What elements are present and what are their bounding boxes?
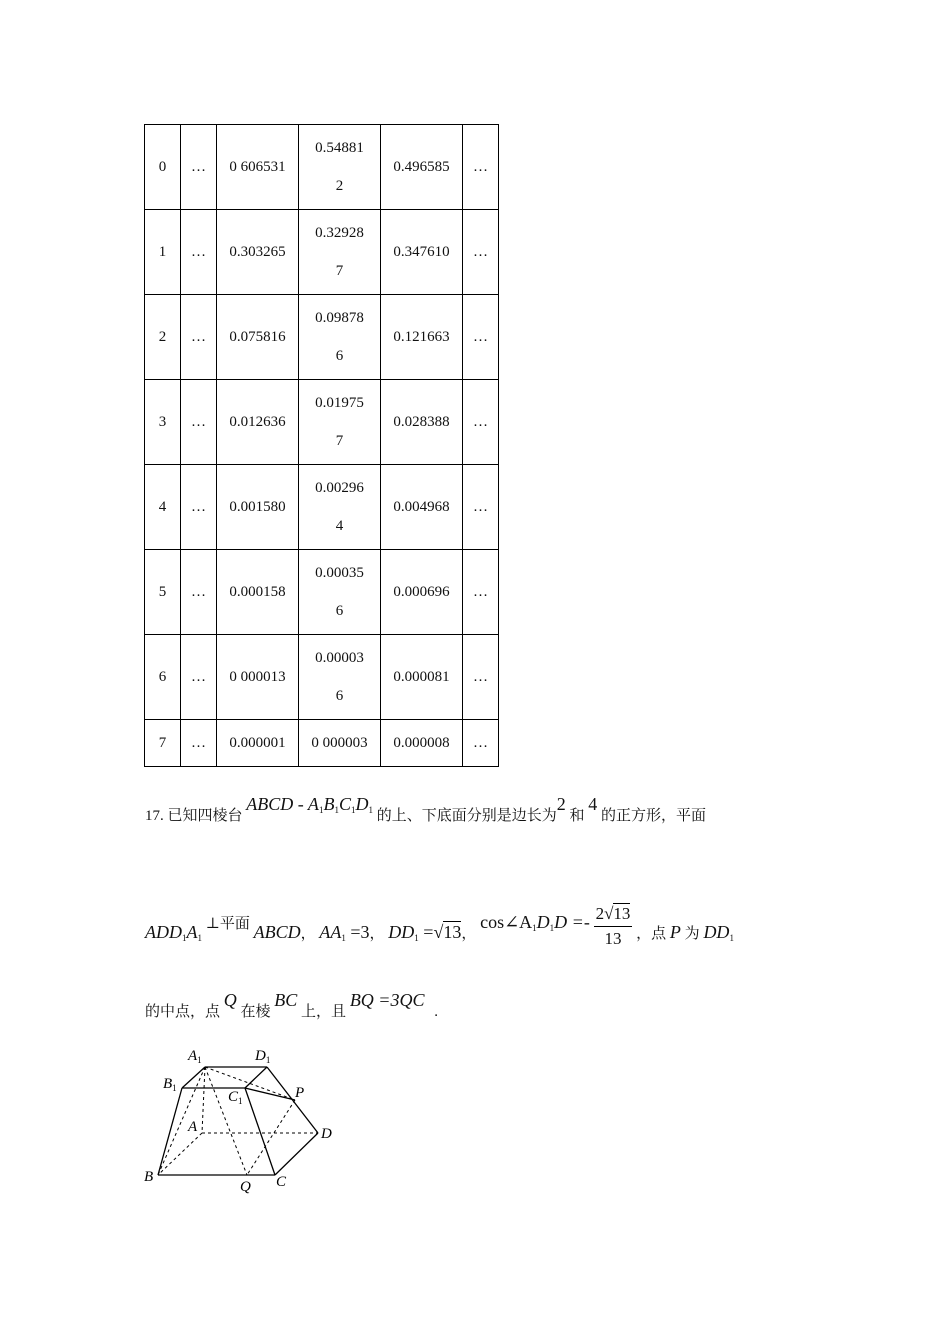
edge-dc [275, 1133, 318, 1175]
table-cell: … [181, 720, 217, 767]
table-cell: … [463, 210, 499, 295]
table-cell: … [463, 550, 499, 635]
table-row [145, 210, 499, 295]
table-cell: … [463, 380, 499, 465]
table-cell: 7 [145, 720, 181, 767]
label-a: A [188, 1119, 198, 1135]
table-row [145, 465, 499, 550]
table-cell: … [463, 465, 499, 550]
table-cell: … [181, 295, 217, 380]
frustum-figure [140, 1040, 360, 1200]
table-row [145, 380, 499, 465]
label-p: P [295, 1085, 305, 1101]
table-cell: 0.00035 6 [299, 550, 381, 635]
number-2: 2 [556, 794, 566, 814]
frustum-formula: ABCD - $A_1B_1C_1D_1$ [246, 794, 373, 815]
edge-ab [158, 1133, 202, 1175]
table-cell: 0.000081 [381, 635, 463, 720]
table-cell: 0.121663 [381, 295, 463, 380]
edge-a1b1 [182, 1067, 205, 1088]
table-cell: … [463, 295, 499, 380]
table-cell: … [463, 720, 499, 767]
table-row [145, 635, 499, 720]
table-cell: 0.09878 6 [299, 295, 381, 380]
number-4: 4 [588, 794, 598, 814]
edge-c1d1 [245, 1067, 267, 1088]
edge-a1q [205, 1067, 247, 1175]
table-cell: 0.004968 [381, 465, 463, 550]
label-b1: $B_1$ [163, 1076, 177, 1093]
data-table [144, 124, 499, 767]
label-a1: $A_1$ [188, 1048, 202, 1065]
table-cell: 0.496585 [381, 125, 463, 210]
table-cell: 0 000003 [299, 720, 381, 767]
problem-text: 已知四棱台 [167, 808, 243, 824]
edge-a1a [202, 1067, 205, 1133]
table-cell: … [181, 380, 217, 465]
table-cell: 5 [145, 550, 181, 635]
table-cell: 0.000696 [381, 550, 463, 635]
table-cell: 0 000013 [217, 635, 299, 720]
problem-line-3: 的中点，点 Q 在棱 BC 上，且 BQ =3QC . [145, 990, 438, 1020]
table-cell: 1 [145, 210, 181, 295]
table-cell: 4 [145, 465, 181, 550]
problem-line-1: 17. 已知四棱台 ABCD - $A_1B_1C_1D_1$ 的上、下底面分别是边长为2 和 4 的正方形，平面 [145, 794, 706, 824]
table-cell: 0.01975 7 [299, 380, 381, 465]
label-d1: $D_1$ [255, 1048, 271, 1065]
table-cell: … [463, 125, 499, 210]
table-row [145, 550, 499, 635]
cos-formula: $\cos\angle A_1D_1D$ =- [480, 911, 590, 933]
problem-number: 17. [145, 808, 164, 824]
fraction: $\frac{2√13}{13}$ [595, 904, 631, 948]
table-cell: 6 [145, 635, 181, 720]
table-row [145, 295, 499, 380]
table-cell: 0.303265 [217, 210, 299, 295]
table-cell: 0.32928 7 [299, 210, 381, 295]
problem-line-2: $ADD_1A_1$ ⊥平面 ABCD， $AA_1 =3$， $DD_1 =√13$， $\cos\angle A_1D_1D$ =- $\frac{2√13}{13}$ ，点 P 为 $DD_1$ [145, 910, 734, 959]
table-cell: 0.001580 [217, 465, 299, 550]
table-cell: 0.028388 [381, 380, 463, 465]
label-d: D [321, 1126, 332, 1142]
table-cell: 0.012636 [217, 380, 299, 465]
table-cell: 0.54881 2 [299, 125, 381, 210]
table-cell: … [181, 635, 217, 720]
edge-b1b [158, 1088, 182, 1175]
label-q: Q [240, 1179, 251, 1195]
table-cell: 0 606531 [217, 125, 299, 210]
table-cell: 2 [145, 295, 181, 380]
table-cell: 0 [145, 125, 181, 210]
edge-c1c [245, 1088, 275, 1175]
table-cell: 0.00003 6 [299, 635, 381, 720]
table-cell: … [181, 210, 217, 295]
table-cell: 0.00296 4 [299, 465, 381, 550]
label-b: B [144, 1169, 154, 1185]
table-row [145, 720, 499, 767]
table-cell: … [181, 465, 217, 550]
table-cell: 3 [145, 380, 181, 465]
table-cell: 0.000008 [381, 720, 463, 767]
table-cell: 0.000001 [217, 720, 299, 767]
table-cell: 0.000158 [217, 550, 299, 635]
table-cell: … [463, 635, 499, 720]
label-c1: $C_1$ [228, 1089, 243, 1106]
table-cell: … [181, 550, 217, 635]
label-c: C [276, 1174, 287, 1190]
table-row [145, 125, 499, 210]
table-cell: … [181, 125, 217, 210]
table-cell: 0.347610 [381, 210, 463, 295]
table-cell: 0.075816 [217, 295, 299, 380]
